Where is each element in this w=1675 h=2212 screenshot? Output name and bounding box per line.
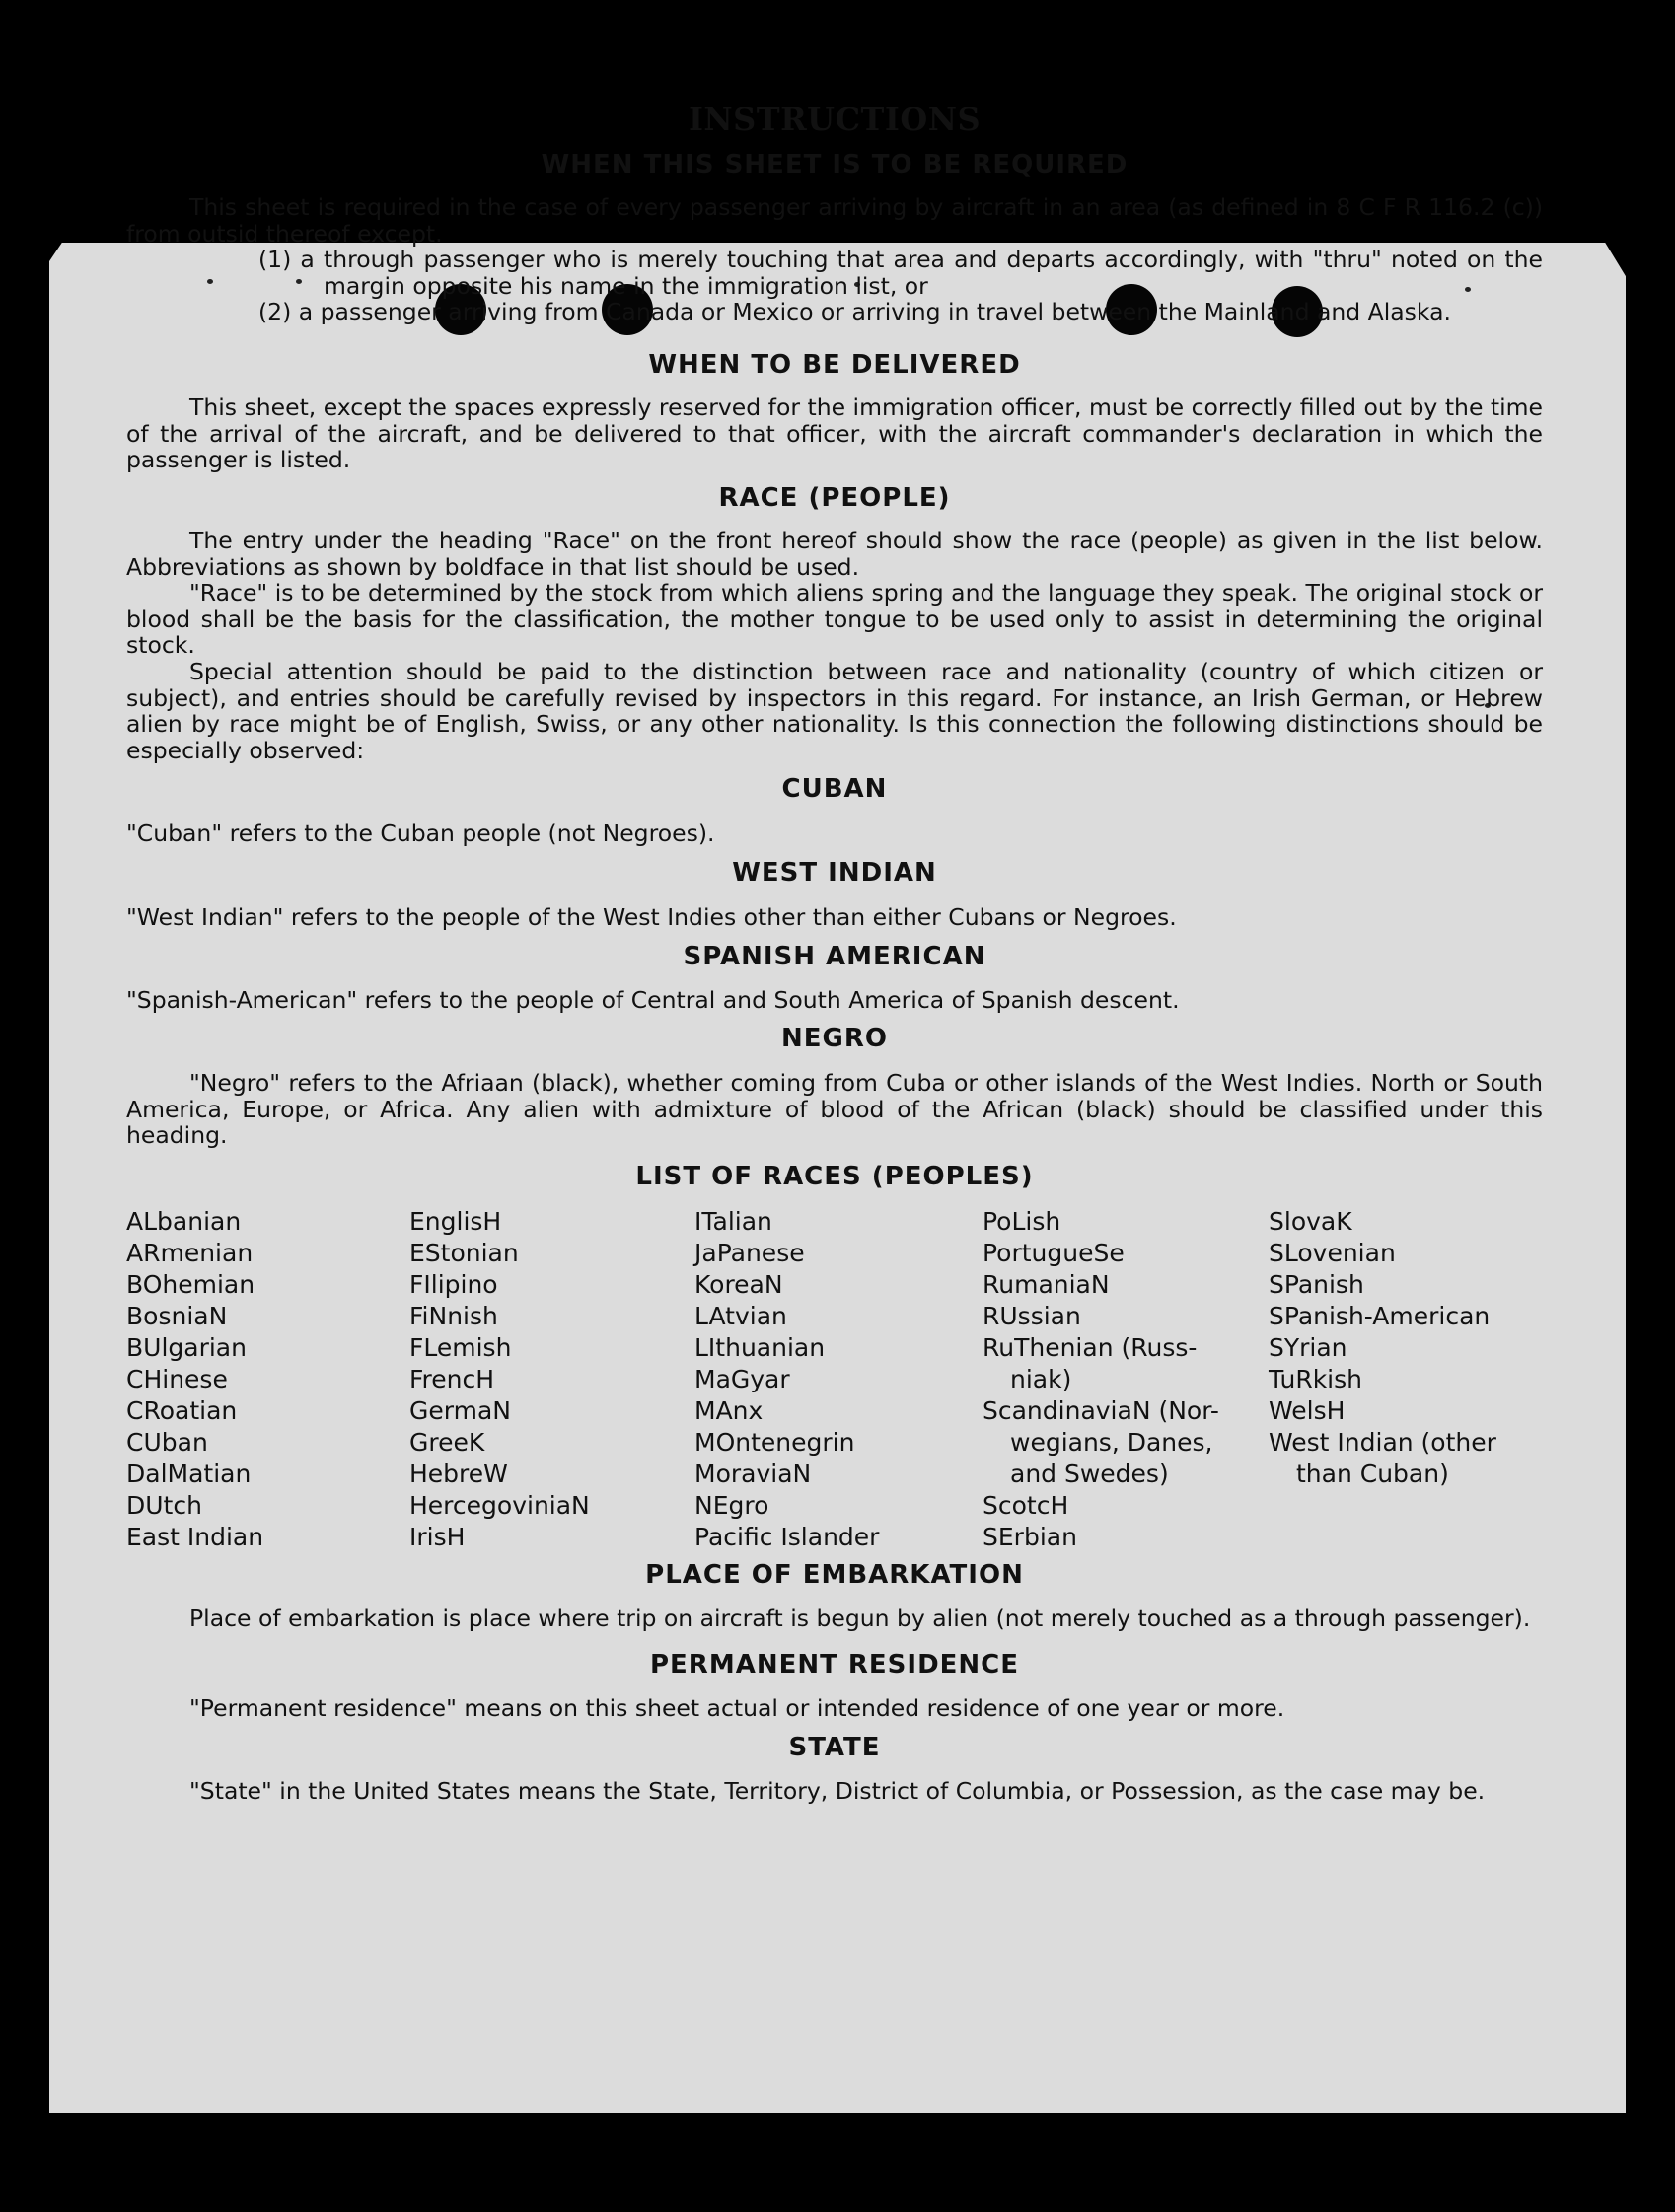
race-entry: SPanish: [1269, 1270, 1364, 1299]
race-entry: MAnx: [694, 1396, 764, 1425]
race-entry: EStonian: [409, 1239, 519, 1267]
race-entry: IrisH: [409, 1523, 466, 1551]
race-entry: KoreaN: [694, 1270, 783, 1299]
race-entry: HebreW: [409, 1460, 508, 1488]
race-entry: ITalian: [694, 1207, 772, 1236]
race-paragraph: "Race" is to be determined by the stock from which aliens spring and the language they speak. The original stock or blood shall be the basis for the classification, the mother tongue to be used only to assist in determining the original stock.: [126, 579, 1543, 659]
race-entry: CHinese: [126, 1365, 228, 1393]
heading-west-indian: WEST INDIAN: [732, 858, 937, 888]
cuban-text: "Cuban" refers to the Cuban people (not Negroes).: [126, 820, 715, 847]
race-entry: RuThenian (Russ-: [983, 1333, 1198, 1362]
race-entry: SYrian: [1269, 1333, 1347, 1362]
race-entry: WelsH: [1269, 1396, 1346, 1425]
race-entry: TuRkish: [1269, 1365, 1362, 1393]
race-entry: FrencH: [409, 1365, 495, 1393]
heading-cuban: CUBAN: [781, 774, 888, 804]
race-entry: LAtvian: [694, 1302, 787, 1330]
exception-item: (2) a passenger arriving from Canada or Mexico or arriving in travel between the Mainland and Alaska.: [258, 298, 1451, 325]
race-entry: FLemish: [409, 1333, 512, 1362]
race-entry: DalMatian: [126, 1460, 252, 1488]
race-entry: RumaniaN: [983, 1270, 1110, 1299]
race-entry: than Cuban): [1296, 1460, 1449, 1488]
race-entry: BosniaN: [126, 1302, 228, 1330]
race-entry: FiNnish: [409, 1302, 498, 1330]
state-text: "State" in the United States means the State, Territory, District of Columbia, or Possession, as the case may be.: [189, 1777, 1486, 1805]
when-delivered-text: This sheet, except the spaces expressly reserved for the immigration officer, must be correctly filled out by the time of the arrival of the aircraft, and be delivered to that officer, with the aircraft commander's declaration in which the passenger is listed.: [126, 393, 1543, 473]
race-entry: and Swedes): [1010, 1460, 1169, 1488]
heading-permanent-residence: PERMANENT RESIDENCE: [649, 1650, 1020, 1679]
race-entry: FIlipino: [409, 1270, 498, 1299]
race-entry: ScotcH: [983, 1491, 1069, 1520]
race-entry: ScandinaviaN (Nor-: [983, 1396, 1219, 1425]
race-entry: HercegoviniaN: [409, 1491, 590, 1520]
race-entry: GermaN: [409, 1396, 511, 1425]
race-entry: SLovenian: [1269, 1239, 1396, 1267]
speck: [207, 279, 213, 284]
race-entry: LIthuanian: [694, 1333, 826, 1362]
race-entry: BOhemian: [126, 1270, 255, 1299]
heading-spanish-american: SPANISH AMERICAN: [683, 942, 986, 971]
race-paragraph: Special attention should be paid to the distinction between race and nationality (country of which citizen or subject), and entries should be carefully revised by inspectors in this regard. For instance, an Irish German, or Hebrew alien by race might be of English, Swiss, or any other nationality. Is this connection the following distinctions should be especially observed:: [126, 658, 1543, 764]
race-entry: DUtch: [126, 1491, 202, 1520]
race-entry: MoraviaN: [694, 1460, 812, 1488]
heading-state: STATE: [788, 1733, 881, 1762]
race-entry: SlovaK: [1269, 1207, 1352, 1236]
spanish-american-text: "Spanish-American" refers to the people of Central and South America of Spanish descent.: [126, 986, 1180, 1014]
heading-embarkation: PLACE OF EMBARKATION: [645, 1560, 1024, 1590]
race-entry: West Indian (other: [1269, 1428, 1496, 1457]
heading-list-of-races: LIST OF RACES (PEOPLES): [635, 1162, 1034, 1191]
heading-race: RACE (PEOPLE): [718, 483, 951, 513]
race-entry: MaGyar: [694, 1365, 790, 1393]
race-entry: GreeK: [409, 1428, 485, 1457]
races-column: [126, 1206, 263, 1553]
race-entry: MOntenegrin: [694, 1428, 855, 1457]
race-entry: wegians, Danes,: [1010, 1428, 1213, 1457]
race-entry: Pacific Islander: [694, 1523, 880, 1551]
race-entry: ARmenian: [126, 1239, 254, 1267]
west-indian-text: "West Indian" refers to the people of the West Indies other than either Cubans or Negroes.: [126, 903, 1177, 931]
heading-when-delivered: WHEN TO BE DELIVERED: [648, 350, 1021, 380]
races-column: [983, 1206, 1219, 1553]
race-entry: RUssian: [983, 1302, 1081, 1330]
race-entry: SPanish-American: [1269, 1302, 1491, 1330]
race-entry: BUlgarian: [126, 1333, 247, 1362]
race-entry: PoLish: [983, 1207, 1061, 1236]
race-entry: East Indian: [126, 1523, 264, 1551]
heading-negro: NEGRO: [781, 1024, 888, 1053]
race-entry: niak): [1010, 1365, 1072, 1393]
heading-when-required: WHEN THIS SHEET IS TO BE REQUIRED: [541, 150, 1129, 179]
embarkation-text: Place of embarkation is place where trip on aircraft is begun by alien (not merely touched as a through passenger).: [189, 1605, 1531, 1632]
page-title: INSTRUCTIONS: [688, 101, 982, 138]
races-column: [409, 1206, 590, 1553]
negro-text: "Negro" refers to the Afriaan (black), whether coming from Cuba or other islands of the West Indies. North or South America, Europe, or Africa. Any alien with admixture of blood of the African (black) should be classified under this heading.: [126, 1069, 1543, 1149]
permanent-residence-text: "Permanent residence" means on this sheet actual or intended residence of one year or more.: [189, 1694, 1285, 1722]
race-paragraph: The entry under the heading "Race" on the front hereof should show the race (people) as given in the list below. Abbreviations as shown by boldface in that list should be used.: [126, 527, 1543, 581]
races-column: [694, 1206, 879, 1553]
race-entry: JaPanese: [694, 1239, 805, 1267]
exception-item: (1) a through passenger who is merely touching that area and departs accordingly, with "thru" noted on the margin opposite his name in the immigration list, or: [258, 246, 1543, 300]
race-entry: EnglisH: [409, 1207, 502, 1236]
race-entry: CRoatian: [126, 1396, 238, 1425]
race-entry: SErbian: [983, 1523, 1077, 1551]
races-column: [1269, 1206, 1496, 1490]
race-entry: CUban: [126, 1428, 208, 1457]
races-list: [126, 1206, 1543, 1561]
race-entry: NEgro: [694, 1491, 769, 1520]
when-required-text: This sheet is required in the case of every passenger arriving by aircraft in an area (as defined in 8 C F R 116.2 (c)) from outsid thereof except.: [126, 193, 1543, 248]
race-entry: ALbanian: [126, 1207, 242, 1236]
race-entry: PortugueSe: [983, 1239, 1125, 1267]
